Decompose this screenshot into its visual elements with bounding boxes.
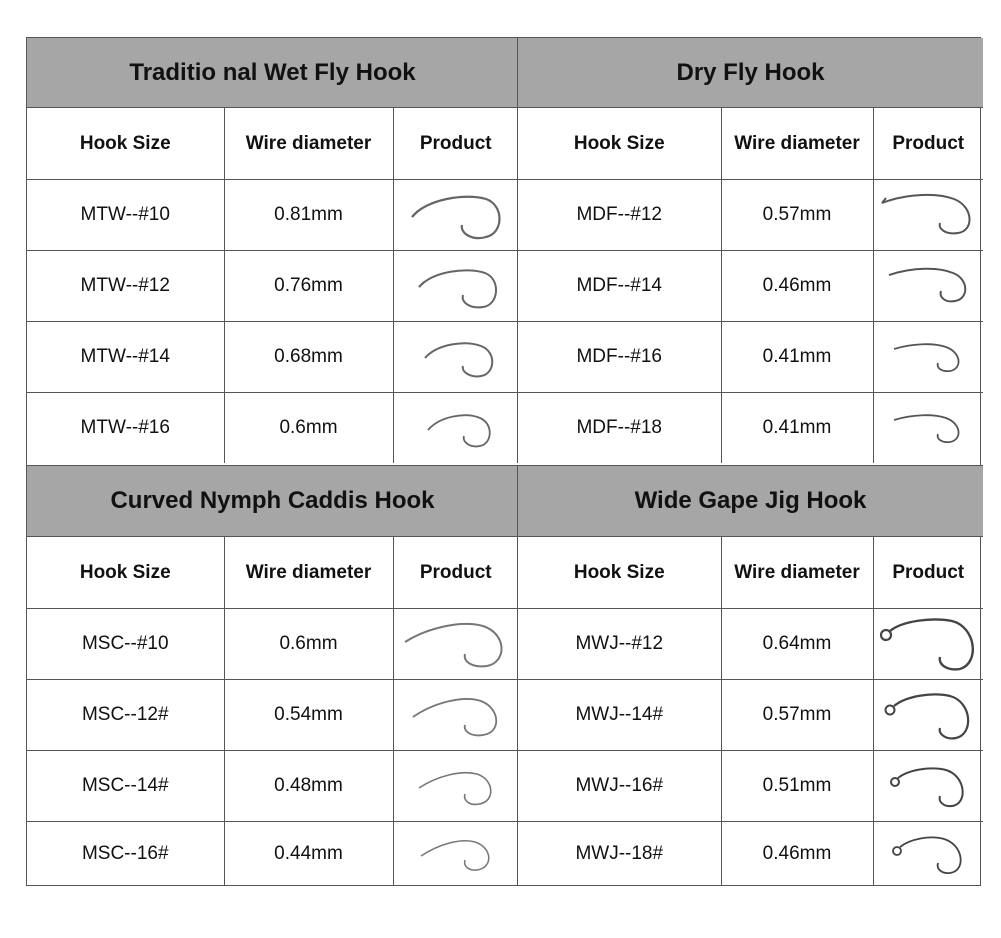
dry-fly-table (518, 108, 983, 463)
wire-diameter-cell: 0.48mm (224, 751, 393, 822)
jig-hook-icon (880, 686, 976, 744)
product-header: Product (393, 108, 518, 180)
dry-fly-hook-icon (890, 408, 966, 448)
hook-size-cell: MDF--#16 (518, 322, 721, 393)
table-row (27, 180, 518, 251)
header-row (518, 537, 983, 609)
table-row (518, 822, 983, 887)
product-header: Product (393, 537, 518, 609)
wet-fly-section (27, 38, 518, 463)
hook-size-cell: MSC--16# (27, 822, 224, 887)
wet-fly-hook-icon (414, 404, 498, 452)
wire-diameter-cell: 0.57mm (721, 680, 873, 751)
wide-gape-jig-table (518, 537, 983, 886)
wire-diameter-cell: 0.46mm (721, 822, 873, 887)
wire-diameter-cell: 0.81mm (224, 180, 393, 251)
dry-fly-hook-icon (878, 189, 978, 241)
product-cell (873, 180, 983, 251)
section-title: Wide Gape Jig Hook (518, 465, 983, 537)
hook-size-header: Hook Size (27, 537, 224, 609)
wire-diameter-cell: 0.41mm (721, 393, 873, 464)
product-cell (393, 680, 518, 751)
hook-size-cell: MWJ--18# (518, 822, 721, 887)
hook-size-cell: MSC--12# (27, 680, 224, 751)
wire-diameter-header: Wire diameter (224, 108, 393, 180)
wet-fly-hook-icon (406, 187, 506, 243)
table-row (27, 751, 518, 822)
product-cell (873, 822, 983, 887)
nymph-hook-icon (413, 832, 499, 876)
table-row (518, 180, 983, 251)
wet-fly-hook-icon (409, 259, 503, 313)
hook-size-cell: MSC--#10 (27, 609, 224, 680)
curved-nymph-table (27, 537, 518, 886)
product-cell (393, 322, 518, 393)
table-row (518, 322, 983, 393)
product-header: Product (873, 537, 983, 609)
nymph-hook-icon (411, 762, 501, 810)
table-row (518, 680, 983, 751)
wire-diameter-cell: 0.76mm (224, 251, 393, 322)
product-cell (873, 322, 983, 393)
table-row (27, 609, 518, 680)
table-row (518, 251, 983, 322)
wire-diameter-cell: 0.44mm (224, 822, 393, 887)
table-row (27, 680, 518, 751)
product-cell (393, 822, 518, 887)
hook-size-cell: MWJ--14# (518, 680, 721, 751)
hook-size-cell: MTW--#10 (27, 180, 224, 251)
wire-diameter-cell: 0.68mm (224, 322, 393, 393)
hook-size-header: Hook Size (27, 108, 224, 180)
jig-hook-icon (888, 829, 968, 879)
section-title: Dry Fly Hook (518, 38, 983, 108)
dry-fly-hook-icon (883, 263, 973, 309)
wire-diameter-header: Wire diameter (721, 108, 873, 180)
jig-hook-icon (876, 613, 980, 675)
product-cell (393, 251, 518, 322)
hook-size-cell: MWJ--16# (518, 751, 721, 822)
hook-size-cell: MTW--#14 (27, 322, 224, 393)
section-title: Traditio nal Wet Fly Hook (27, 38, 518, 108)
hook-spec-sheet (26, 37, 981, 886)
hook-size-cell: MTW--#12 (27, 251, 224, 322)
wet-fly-table (27, 108, 518, 463)
hook-size-cell: MDF--#12 (518, 180, 721, 251)
wire-diameter-cell: 0.6mm (224, 609, 393, 680)
section-title: Curved Nymph Caddis Hook (27, 465, 518, 537)
product-cell (393, 393, 518, 464)
wire-diameter-cell: 0.54mm (224, 680, 393, 751)
product-cell (873, 751, 983, 822)
wire-diameter-cell: 0.64mm (721, 609, 873, 680)
product-cell (393, 609, 518, 680)
hook-size-cell: MTW--#16 (27, 393, 224, 464)
header-row (27, 537, 518, 609)
table-row (27, 322, 518, 393)
product-cell (873, 393, 983, 464)
product-cell (393, 180, 518, 251)
hook-size-cell: MDF--#18 (518, 393, 721, 464)
jig-hook-icon (886, 760, 970, 812)
table-row (518, 751, 983, 822)
header-row (27, 108, 518, 180)
wide-gape-jig-section (517, 465, 983, 886)
curved-nymph-section (27, 465, 518, 886)
table-row (27, 251, 518, 322)
nymph-hook-icon (403, 616, 509, 672)
hook-size-cell: MSC--14# (27, 751, 224, 822)
nymph-hook-icon (407, 689, 505, 741)
wire-diameter-cell: 0.57mm (721, 180, 873, 251)
wire-diameter-cell: 0.6mm (224, 393, 393, 464)
table-row (518, 609, 983, 680)
product-cell (873, 609, 983, 680)
wet-fly-hook-icon (413, 332, 499, 382)
product-cell (393, 751, 518, 822)
hook-size-cell: MWJ--#12 (518, 609, 721, 680)
header-row (518, 108, 983, 180)
wire-diameter-header: Wire diameter (721, 537, 873, 609)
product-cell (873, 251, 983, 322)
table-row (27, 393, 518, 464)
hook-size-cell: MDF--#14 (518, 251, 721, 322)
product-header: Product (873, 108, 983, 180)
dry-fly-hook-icon (890, 337, 966, 377)
table-row (518, 393, 983, 464)
hook-size-header: Hook Size (518, 537, 721, 609)
dry-fly-section (517, 38, 983, 463)
wire-diameter-cell: 0.41mm (721, 322, 873, 393)
wire-diameter-cell: 0.46mm (721, 251, 873, 322)
product-cell (873, 680, 983, 751)
wire-diameter-header: Wire diameter (224, 537, 393, 609)
hook-size-header: Hook Size (518, 108, 721, 180)
table-row (27, 822, 518, 887)
wire-diameter-cell: 0.51mm (721, 751, 873, 822)
